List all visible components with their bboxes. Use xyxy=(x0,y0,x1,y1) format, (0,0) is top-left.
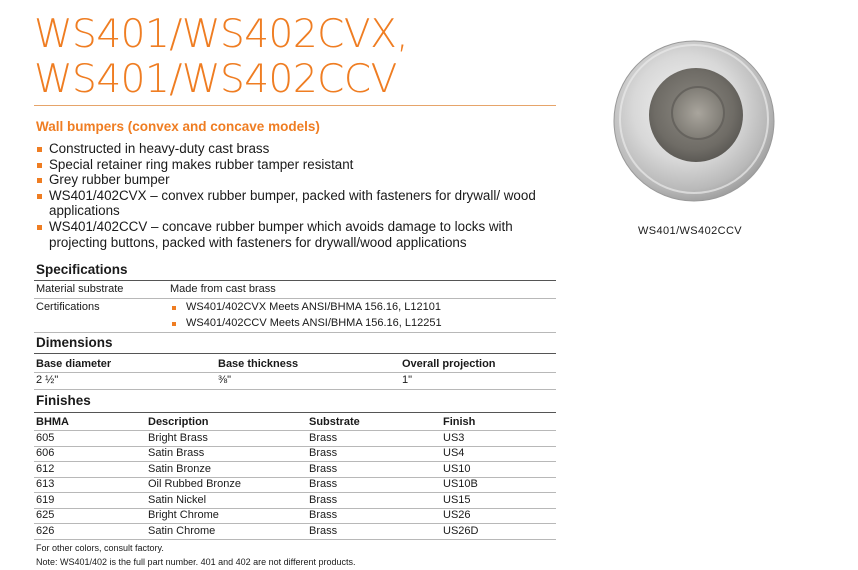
product-caption: WS401/WS402CCV xyxy=(638,225,743,237)
finish-substrate: Brass xyxy=(309,447,338,459)
product-subtitle: Wall bumpers (convex and concave models) xyxy=(36,119,320,134)
dimension-value: 2 ½" xyxy=(36,374,59,386)
finish-bhma: 605 xyxy=(36,432,55,444)
finishes-row-divider xyxy=(34,492,556,493)
feature-item: WS401/402CVX – convex rubber bumper, packed with fasteners for drywall/ wood applications xyxy=(36,188,566,219)
finish-substrate: Brass xyxy=(309,494,338,506)
finish-bhma: 612 xyxy=(36,463,55,475)
finish-bhma: 625 xyxy=(36,509,55,521)
title-divider xyxy=(34,105,556,106)
feature-item: Constructed in heavy-duty cast brass xyxy=(36,141,566,157)
feature-list xyxy=(36,141,566,250)
material-substrate-value: Made from cast brass xyxy=(170,283,276,295)
finishes-rule xyxy=(34,412,556,413)
finish-substrate: Brass xyxy=(309,478,338,490)
finishes-header: Description xyxy=(148,416,209,428)
finish-substrate: Brass xyxy=(309,525,338,537)
page-title-line-2: WS401/WS402CCV xyxy=(34,57,397,102)
finish-code: US26 xyxy=(443,509,471,521)
finishes-header: Substrate xyxy=(309,416,360,428)
material-substrate-label: Material substrate xyxy=(36,283,124,295)
certifications-label: Certifications xyxy=(36,301,100,313)
dimensions-heading: Dimensions xyxy=(36,335,113,350)
specifications-rule xyxy=(34,280,556,281)
feature-item: WS401/402CCV – concave rubber bumper which avoids damage to locks with projecting buttons, packed with fasteners for drywall/wood applications xyxy=(36,219,566,250)
certification-item: WS401/402CVX Meets ANSI/BHMA 156.16, L12101 xyxy=(170,301,441,313)
finish-substrate: Brass xyxy=(309,509,338,521)
feature-item: Grey rubber bumper xyxy=(36,172,566,188)
dimension-header: Overall projection xyxy=(402,358,496,370)
finishes-row-divider xyxy=(34,461,556,462)
finish-bhma: 606 xyxy=(36,447,55,459)
finishes-row-divider xyxy=(34,523,556,524)
finishes-bottom-rule xyxy=(34,539,556,540)
finish-description: Satin Chrome xyxy=(148,525,216,537)
page-title-line-1: WS401/WS402CVX, xyxy=(34,12,409,57)
finish-substrate: Brass xyxy=(309,432,338,444)
finish-code: US3 xyxy=(443,432,465,444)
finish-code: US10B xyxy=(443,478,478,490)
dimensions-rule xyxy=(34,353,556,354)
wall-bumper-product-image xyxy=(612,39,776,203)
finish-description: Oil Rubbed Bronze xyxy=(148,478,241,490)
finish-bhma: 626 xyxy=(36,525,55,537)
finish-code: US10 xyxy=(443,463,471,475)
footnote-part-number: Note: WS401/402 is the full part number. 401 and 402 are not different products. xyxy=(36,557,356,567)
dimension-header: Base diameter xyxy=(36,358,112,370)
dimensions-bottom-rule xyxy=(34,389,556,390)
finish-code: US15 xyxy=(443,494,471,506)
finish-bhma: 619 xyxy=(36,494,55,506)
finishes-row-divider xyxy=(34,446,556,447)
finish-description: Bright Chrome xyxy=(148,509,219,521)
finish-code: US4 xyxy=(443,447,465,459)
finish-bhma: 613 xyxy=(36,478,55,490)
finish-description: Satin Bronze xyxy=(148,463,211,475)
dimensions-row-divider xyxy=(34,372,556,373)
finish-description: Satin Brass xyxy=(148,447,205,459)
footnote-colors: For other colors, consult factory. xyxy=(36,543,164,553)
specifications-bottom-rule xyxy=(34,332,556,333)
dimension-value: ⅜" xyxy=(218,374,232,386)
finish-substrate: Brass xyxy=(309,463,338,475)
finishes-header: Finish xyxy=(443,416,476,428)
finishes-row-divider xyxy=(34,508,556,509)
finish-code: US26D xyxy=(443,525,479,537)
feature-item: Special retainer ring makes rubber tamper resistant xyxy=(36,157,566,173)
dimension-header: Base thickness xyxy=(218,358,299,370)
specifications-heading: Specifications xyxy=(36,262,128,277)
dimension-value: 1" xyxy=(402,374,413,386)
finishes-header: BHMA xyxy=(36,416,69,428)
finishes-header-divider xyxy=(34,430,556,431)
finish-description: Bright Brass xyxy=(148,432,208,444)
finish-description: Satin Nickel xyxy=(148,494,207,506)
finishes-heading: Finishes xyxy=(36,393,91,408)
specifications-row-divider xyxy=(34,298,556,299)
certification-item: WS401/402CCV Meets ANSI/BHMA 156.16, L12251 xyxy=(170,317,442,329)
